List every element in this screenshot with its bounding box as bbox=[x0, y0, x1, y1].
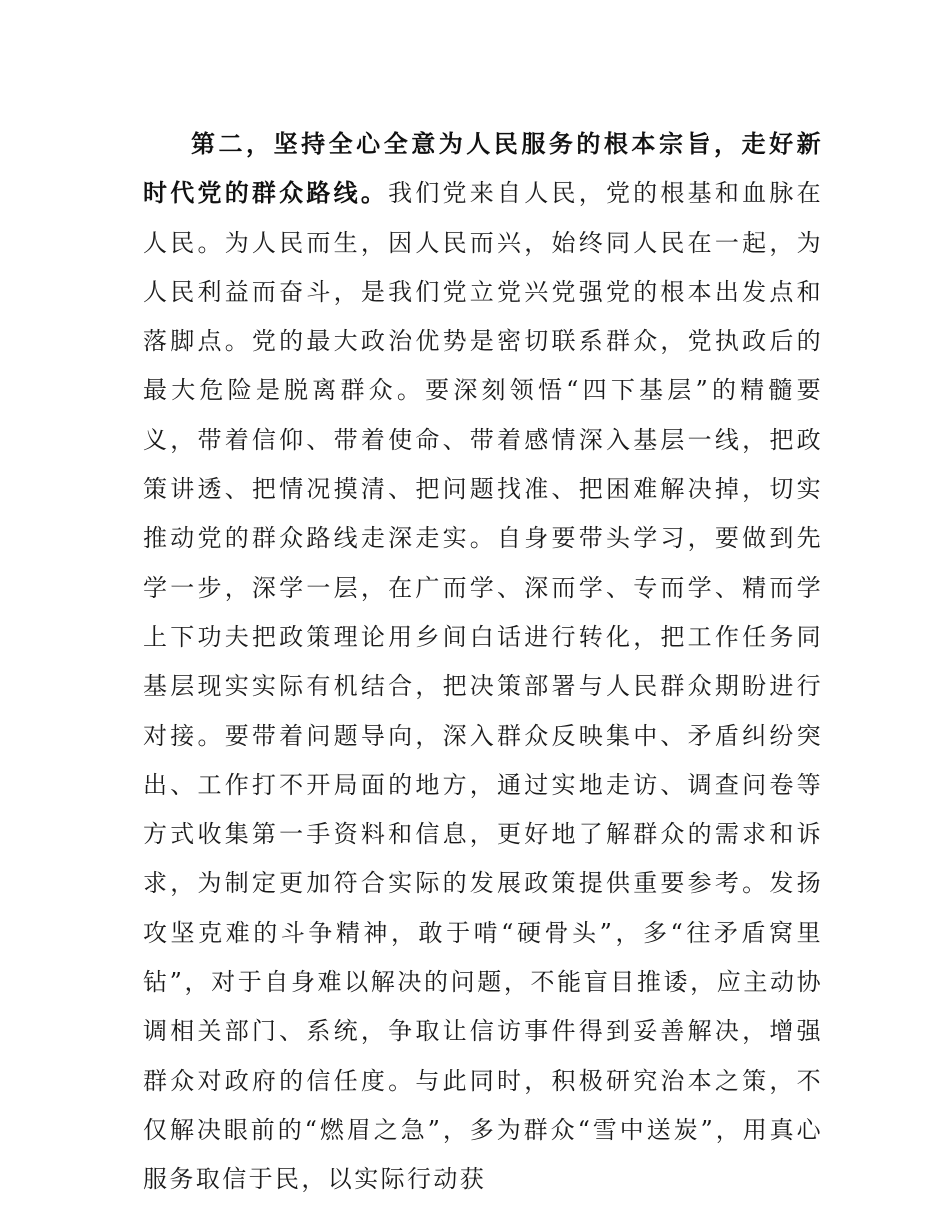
paragraph-body: 我们党来自人民，党的根基和血脉在人民。为人民而生，因人民而兴，始终同人民在一起，为人民利益而奋斗，是我们党立党兴党强党的根本出发点和落脚点。党的最大政治优势是密切联系群众，党执政后的最大危险是脱离群众。要深刻领悟“四下基层”的精髓要义，带着信仰、带着使命、带着感情深入基层一线，把政策讲透、把情况摸清、把问题找准、把困难解决掉，切实推动党的群众路线走深走实。自身要带头学习，要做到先学一步，深学一层，在广而学、深而学、专而学、精而学上下功夫把政策理论用乡间白话进行转化，把工作任务同基层现实实际有机结合，把决策部署与人民群众期盼进行对接。要带着问题导向，深入群众反映集中、矛盾纠纷突出、工作打不开局面的地方，通过实地走访、调查问卷等方式收集第一手资料和信息，更好地了解群众的需求和诉求，为制定更加符合实际的发展政策提供重要参考。发扬攻坚克难的斗争精神，敢于啃“硬骨头”，多“往矛盾窝里钻”，对于自身难以解决的问题，不能盲目推诿，应主动协调相关部门、系统，争取让信访事件得到妥善解决，增强群众对政府的信任度。与此同时，积极研究治本之策，不仅解决眼前的“燃眉之急”，多为群众“雪中送炭”，用真心服务取信于民，以实际行动获 bbox=[143, 179, 823, 1194]
paragraph-heading: 第二，坚持全心全意为人民服务的根本宗旨，走好新时代党的群众路线。 bbox=[143, 130, 823, 208]
body-paragraph bbox=[143, 120, 823, 1205]
